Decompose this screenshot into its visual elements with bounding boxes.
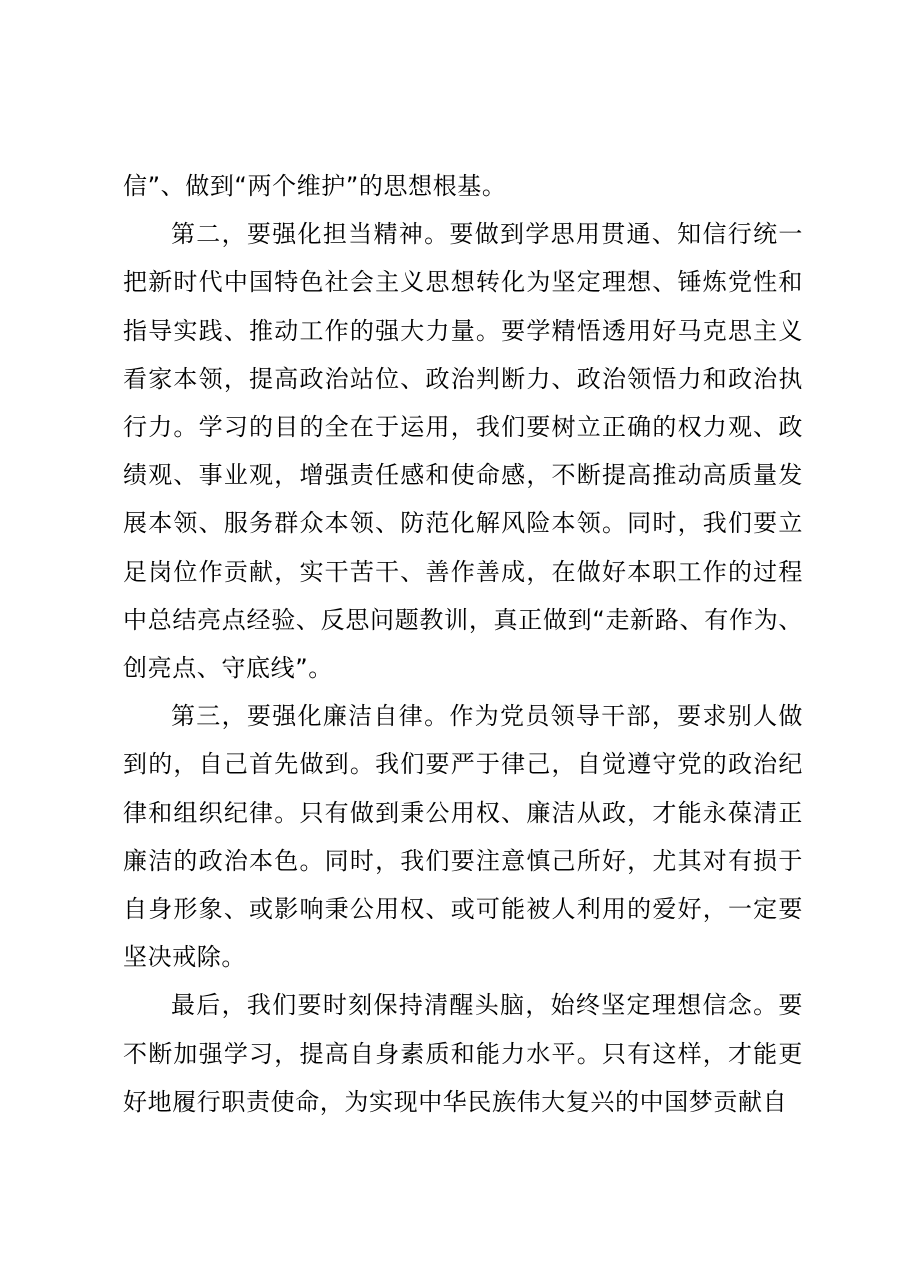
document-body bbox=[123, 162, 803, 1126]
paragraph-continuation: 信”、做到“两个维护”的思想根基。 bbox=[123, 172, 507, 200]
paragraph-conclusion: 最后，我们要时刻保持清醒头脑，始终坚定理想信念。要不断加强学习，提高自身素质和能力水平。只有这样，才能更好地履行职责使命，为实现中华民族伟大复兴的中国梦贡献自 bbox=[123, 991, 803, 1116]
paragraph-third-point: 第三，要强化廉洁自律。作为党员领导干部，要求别人做到的，自己首先做到。我们要严于律己，自觉遵守党的政治纪律和组织纪律。只有做到秉公用权、廉洁从政，才能永葆清正廉洁的政治本色。同时，我们要注意慎己所好，尤其对有损于自身形象、或影响秉公用权、或可能被人利用的爱好，一定要坚决戒除。 bbox=[123, 702, 803, 972]
paragraph-second-point: 第二，要强化担当精神。要做到学思用贯通、知信行统一把新时代中国特色社会主义思想转化为坚定理想、锤炼党性和指导实践、推动工作的强大力量。要学精悟透用好马克思主义看家本领，提高政治站位、政治判断力、政治领悟力和政治执行力。学习的目的全在于运用，我们要树立正确的权力观、政绩观、事业观，增强责任感和使命感，不断提高推动高质量发展本领、服务群众本领、防范化解风险本领。同时，我们要立足岗位作贡献，实干苦干、善作善成，在做好本职工作的过程中总结亮点经验、反思问题教训，真正做到“走新路、有作为、创亮点、守底线”。 bbox=[123, 220, 803, 683]
